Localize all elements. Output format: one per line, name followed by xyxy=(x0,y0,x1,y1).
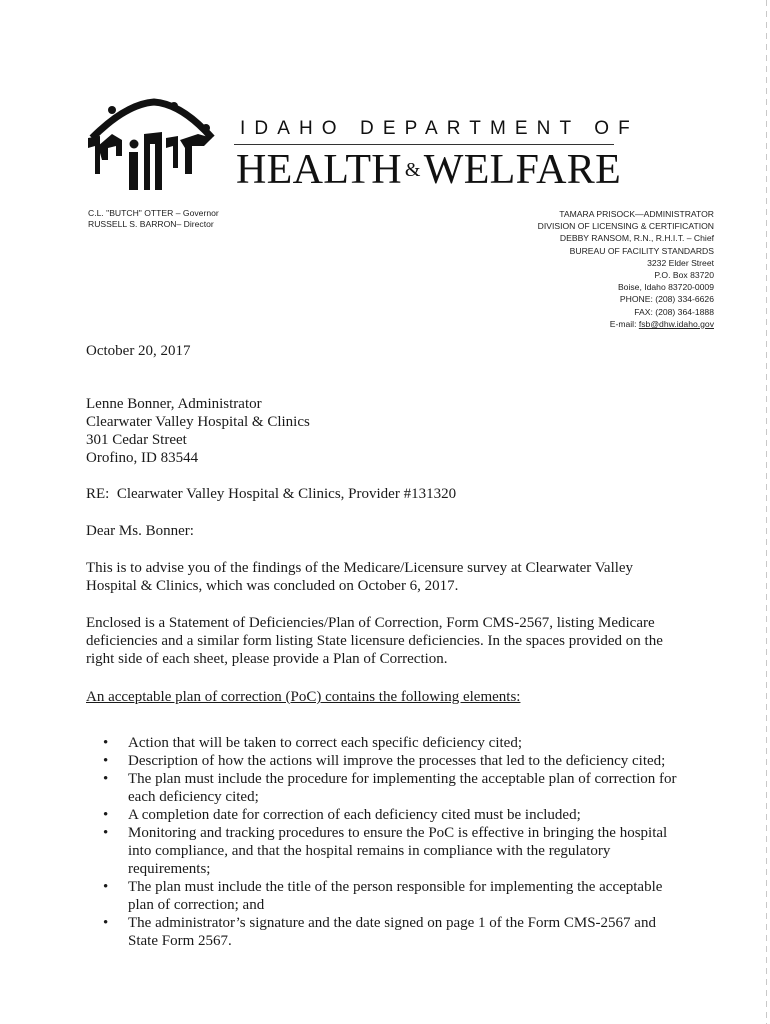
po-box-line: P.O. Box 83720 xyxy=(654,270,714,281)
email-line xyxy=(538,318,714,330)
address-line-street: 301 Cedar Street xyxy=(86,432,187,448)
address-line-city: Orofino, ID 83544 xyxy=(86,450,199,466)
department-name-welfare: WELFARE xyxy=(423,147,622,193)
officials-left xyxy=(88,208,219,230)
city-line: Boise, Idaho 83720-0009 xyxy=(617,282,714,293)
list-item: • Description of how the actions will improve the processes that led to the deficiency cited; xyxy=(86,752,686,770)
poc-heading: An acceptable plan of correction (PoC) contains the following elements: xyxy=(86,689,521,705)
administrator-line: TAMARA PRISOCK—ADMINISTRATOR xyxy=(559,209,714,219)
salutation: Dear Ms. Bonner: xyxy=(86,523,194,539)
email-label: E-mail: xyxy=(609,318,639,329)
address-line-name: Lenne Bonner, Administrator xyxy=(86,396,262,412)
recipient-address xyxy=(86,395,686,467)
letterhead-rule xyxy=(234,144,614,145)
letter-date: October 20, 2017 xyxy=(86,343,191,359)
list-item: • The plan must include the procedure for implementing the acceptable plan of correction for each deficiency cited; xyxy=(86,770,686,806)
paragraph-enclosed: Enclosed is a Statement of Deficiencies/Plan of Correction, Form CMS-2567, listing Medicare deficiencies and a similar form listing State licensure deficiencies. In the spaces provided on the right side of each sheet, please provide a Plan of Correction. xyxy=(86,615,663,667)
officials-right xyxy=(538,208,714,330)
re-line: RE: Clearwater Valley Hospital & Clinics, Provider #131320 xyxy=(86,486,457,502)
director-line: RUSSELL S. BARRON– Director xyxy=(88,219,214,229)
email-link[interactable]: fsb@dhw.idaho.gov xyxy=(638,318,714,329)
governor-line: C.L. "BUTCH" OTTER – Governor xyxy=(88,208,219,218)
page-edge-scan-line xyxy=(766,0,767,1024)
list-item: • The administrator’s signature and the date signed on page 1 of the Form CMS-2567 and State Form 2567. xyxy=(86,914,686,950)
division-line: DIVISION OF LICENSING & CERTIFICATION xyxy=(537,221,714,232)
poc-elements-list xyxy=(86,734,686,950)
fax-line: FAX: (208) 364-1888 xyxy=(634,306,714,317)
department-name-ampersand: & xyxy=(404,159,421,181)
phone-line: PHONE: (208) 334-6626 xyxy=(619,294,714,305)
list-item: • Monitoring and tracking procedures to ensure the PoC is effective in bringing the hospital into compliance, and that the hospital remains in compliance with the regulatory requirements; xyxy=(86,824,686,878)
department-line: IDAHO DEPARTMENT OF xyxy=(240,118,639,139)
department-name-health: HEALTH xyxy=(236,147,402,193)
list-item: • The plan must include the title of the person responsible for implementing the acceptable plan of correction; and xyxy=(86,878,686,914)
list-item: • A completion date for correction of each deficiency cited must be included; xyxy=(86,806,686,824)
street-line: 3232 Elder Street xyxy=(647,257,714,268)
paragraph-findings: This is to advise you of the findings of the Medicare/Licensure survey at Clearwater Valley Hospital & Clinics, which was concluded on October 6, 2017. xyxy=(86,560,634,594)
department-name xyxy=(236,146,621,194)
address-line-org: Clearwater Valley Hospital & Clinics xyxy=(86,414,310,430)
idhw-logo-icon xyxy=(86,98,216,194)
chief-line: DEBBY RANSOM, R.N., R.H.I.T. – Chief xyxy=(559,233,714,244)
bureau-line: BUREAU OF FACILITY STANDARDS xyxy=(569,245,714,256)
list-item: • Action that will be taken to correct each specific deficiency cited; xyxy=(86,734,686,752)
